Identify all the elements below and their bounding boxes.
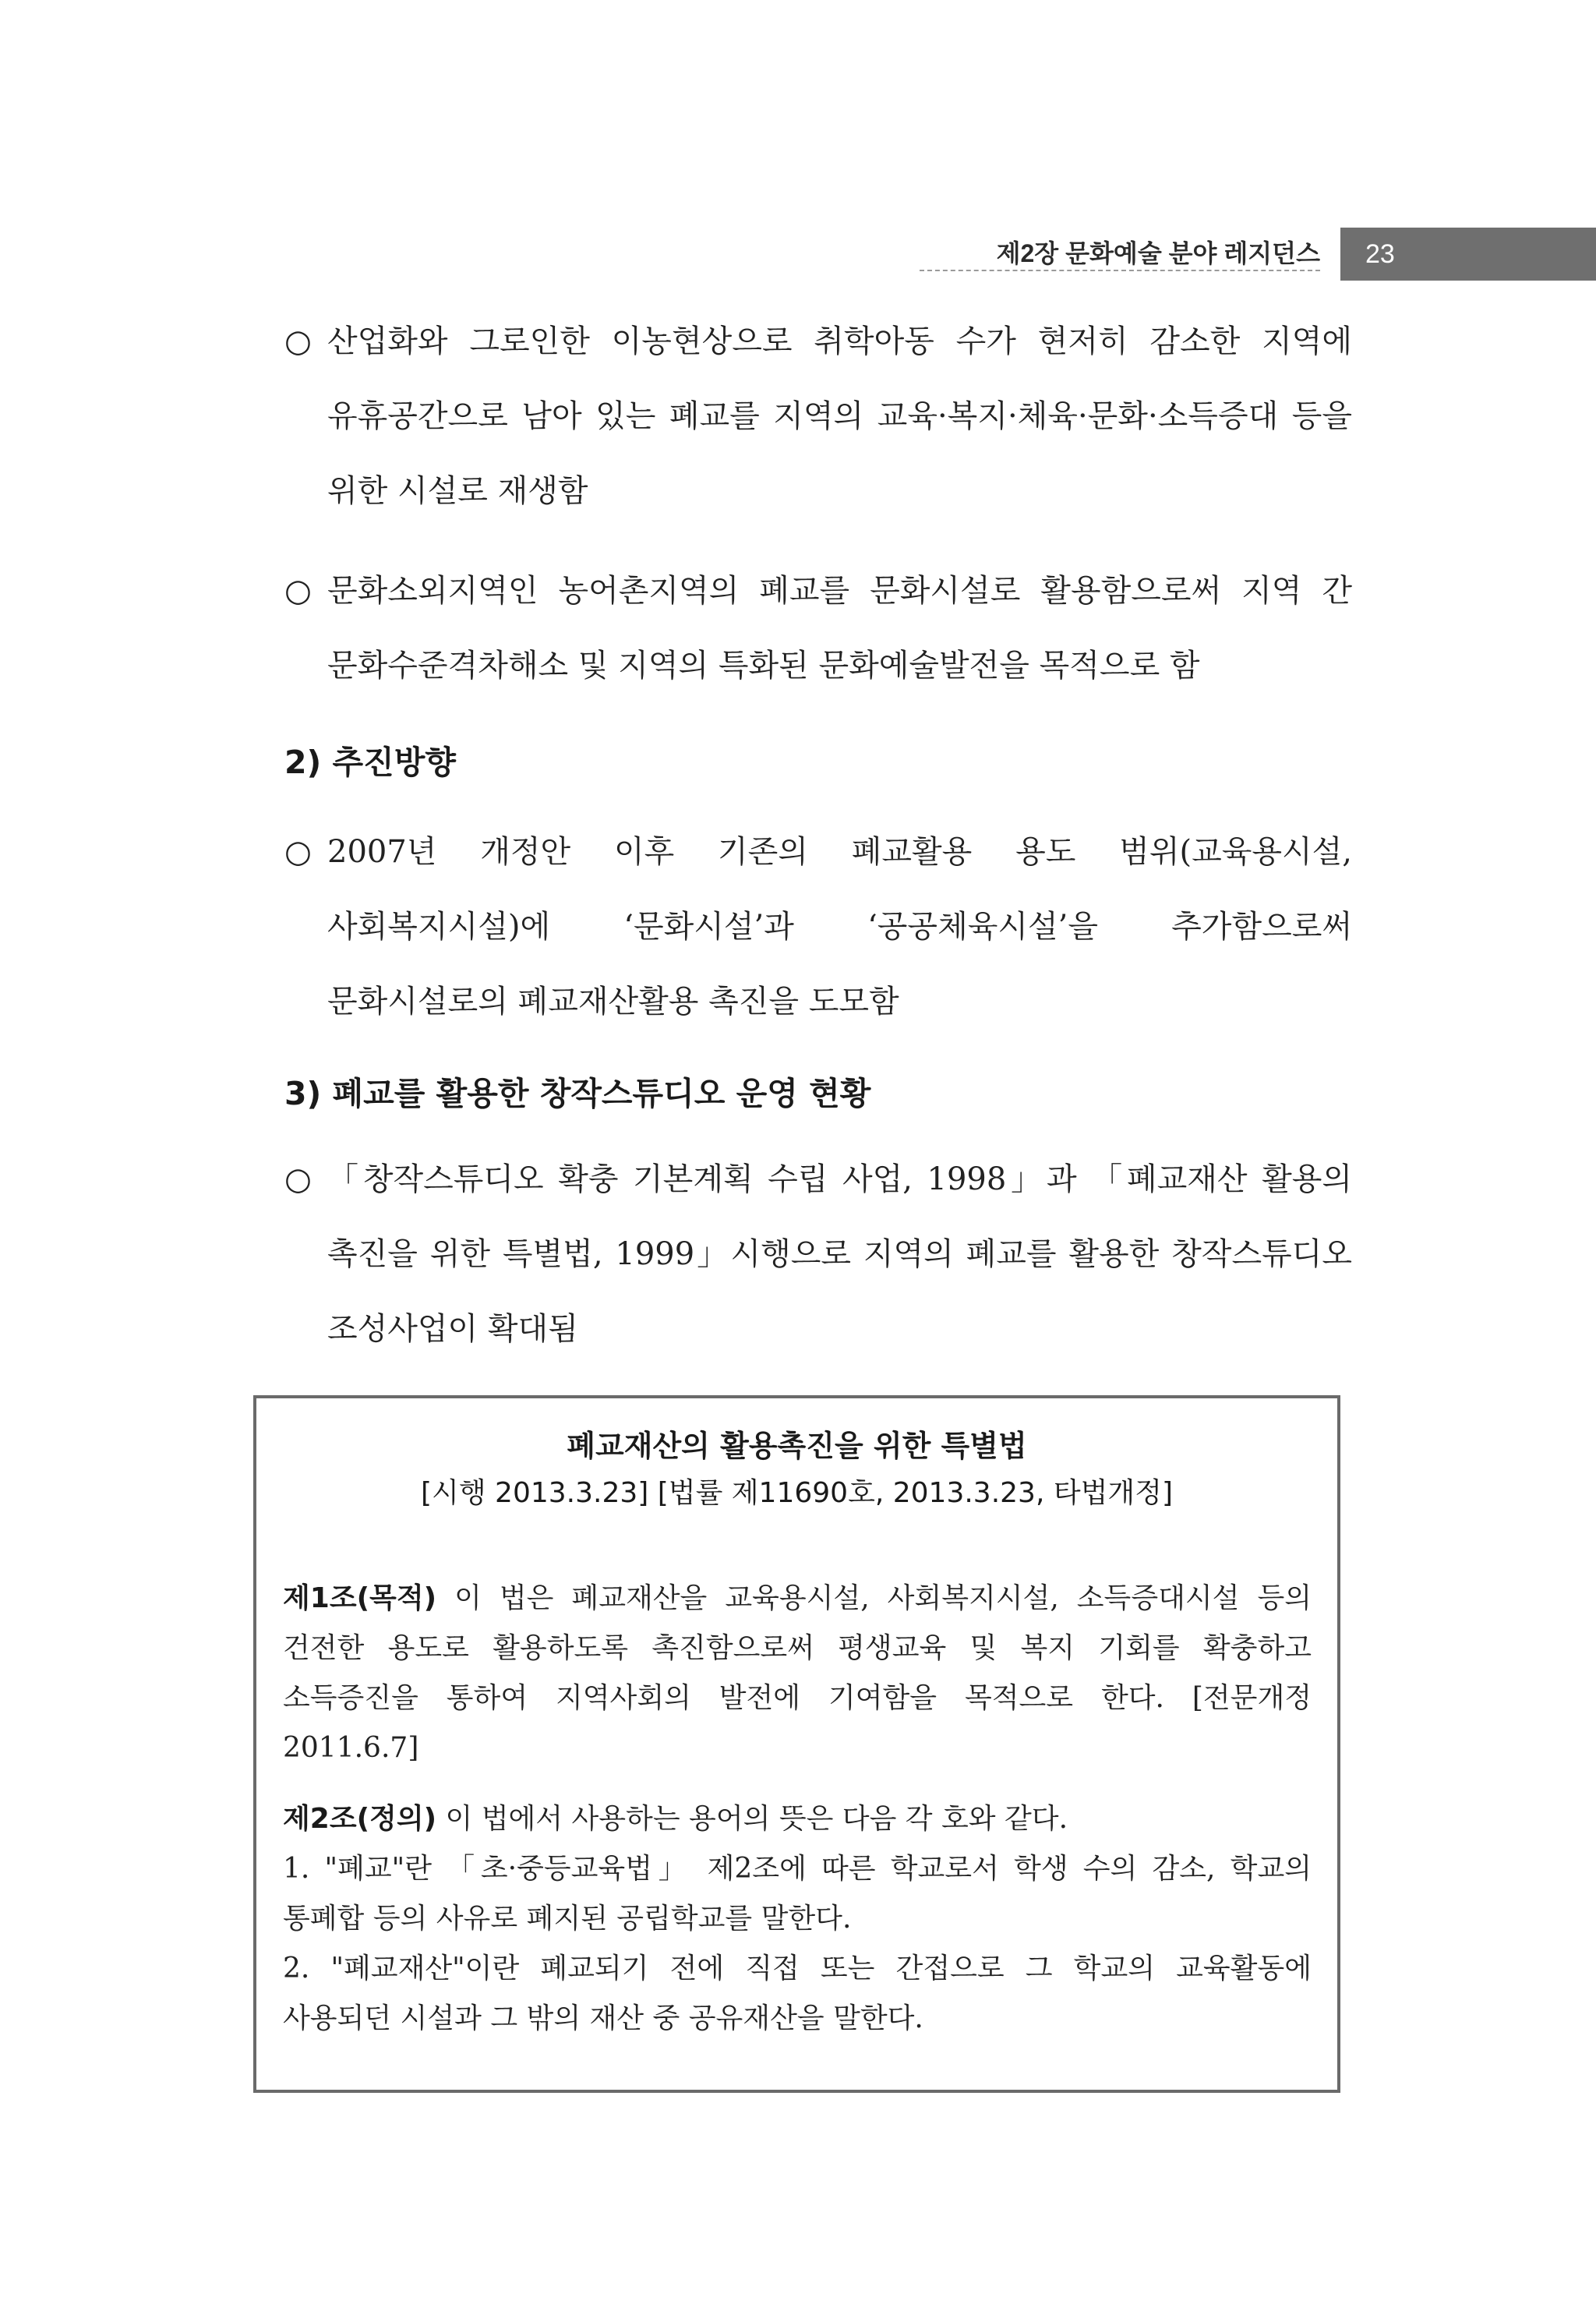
article-2-intro — [283, 1794, 1312, 1844]
article-2 — [283, 1794, 1312, 2044]
page-number-badge: 23 — [1340, 228, 1596, 281]
article-2-item-2: 2. "폐교재산"이란 폐교되기 전에 직접 또는 간접으로 그 학교의 교육활동에 사용되던 시설과 그 밖의 재산 중 공유재산을 말한다. — [283, 1953, 1312, 2034]
header-underline — [920, 270, 1320, 271]
bullet-mark: ○ — [284, 323, 312, 359]
law-subtitle: [시행 2013.3.23] [법률 제11690호, 2013.3.23, 타법개정] — [421, 1477, 1173, 1509]
status-bullet — [284, 1142, 1352, 1366]
section-heading-status: 3) 폐교를 활용한 창작스튜디오 운영 현황 — [284, 1075, 871, 1112]
bullet-text: 2007년 개정안 이후 기존의 폐교활용 용도 범위(교육용시설, 사회복지시설)에 ‘문화시설’과 ‘공공체육시설’을 추가함으로써 문화시설로의 폐교재산활용 촉진을 도모함 — [327, 834, 1352, 1020]
section-heading-direction: 2) 추진방향 — [284, 744, 456, 781]
bullet-text: 「창작스튜디오 확충 기본계획 수립 사업, 1998」과 「폐교재산 활용의 촉진을 위한 특별법, 1999」시행으로 지역의 폐교를 활용한 창작스튜디오 조성사업이 확대됨 — [327, 1161, 1352, 1347]
law-title: 폐교재산의 활용촉진을 위한 특별법 — [567, 1429, 1027, 1463]
bullet-text: 문화소외지역인 농어촌지역의 폐교를 문화시설로 활용함으로써 지역 간 문화수준격차해소 및 지역의 특화된 문화예술발전을 목적으로 함 — [327, 573, 1352, 684]
law-excerpt-box — [253, 1395, 1340, 2093]
article-1-label: 제1조(목적) — [283, 1582, 437, 1614]
article-1 — [283, 1574, 1312, 1773]
bullet-mark: ○ — [284, 834, 312, 870]
intro-bullet-2 — [284, 553, 1352, 703]
page-header — [920, 228, 1596, 281]
article-2-text: 이 법에서 사용하는 용어의 뜻은 다음 각 호와 같다. — [436, 1803, 1068, 1835]
bullet-text: 산업화와 그로인한 이농현상으로 취학아동 수가 현저히 감소한 지역에 유휴공간으로 남아 있는 폐교를 지역의 교육·복지·체육·문화·소득증대 등을 위한 시설로 재생함 — [327, 323, 1352, 509]
direction-bullet — [284, 815, 1352, 1039]
article-2-item-1: 1. "폐교"란 「초·중등교육법」 제2조에 따른 학교로서 학생 수의 감소, 학교의 통폐합 등의 사유로 폐지된 공립학교를 말한다. — [283, 1853, 1312, 1935]
intro-bullet-1 — [284, 304, 1352, 528]
bullet-mark: ○ — [284, 573, 312, 609]
article-2-label: 제2조(정의) — [283, 1803, 437, 1835]
bullet-mark: ○ — [284, 1161, 312, 1197]
chapter-title: 제2장 문화예술 분야 레지던스 — [996, 239, 1320, 267]
article-1-text: 이 법은 폐교재산을 교육용시설, 사회복지시설, 소득증대시설 등의 건전한 용도로 활용하도록 촉진함으로써 평생교육 및 복지 기회를 확충하고 소득증진을 통하여 지역사회의 발전에 기여함을 목적으로 한다. [전문개정 2011.6.7] — [283, 1582, 1312, 1764]
